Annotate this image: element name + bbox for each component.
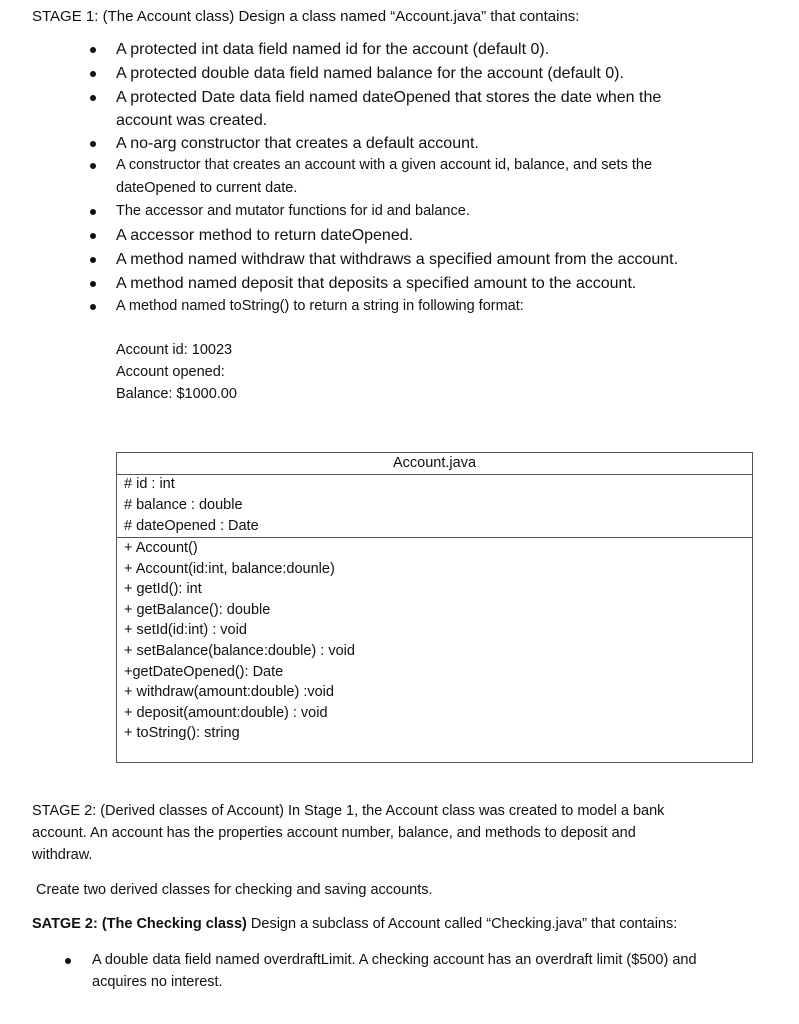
- bullet-icon: [90, 257, 96, 263]
- uml-method: + Account(): [124, 540, 198, 556]
- bullet-icon: [65, 958, 71, 964]
- bullet-icon: [90, 304, 96, 310]
- list-item: A protected Date data field named dateOpened that stores the date when the: [116, 89, 662, 106]
- sample-line: Account id: 10023: [116, 342, 233, 358]
- uml-class-name: Account.java: [117, 453, 752, 475]
- checking-heading-text: Design a subclass of Account called “Checking.java” that contains:: [246, 916, 678, 932]
- bullet-icon: [90, 71, 96, 77]
- uml-method: + getBalance(): double: [124, 601, 271, 618]
- bullet-icon: [90, 209, 96, 215]
- checking-heading: [32, 913, 752, 935]
- uml-method: + deposit(amount:double) : void: [124, 704, 328, 721]
- paragraph-line: STAGE 2: (Derived classes of Account) In Stage 1, the Account class was created to model a bank: [32, 803, 665, 819]
- list-item: A accessor method to return dateOpened.: [116, 227, 414, 244]
- uml-method: +getDateOpened(): Date: [124, 663, 284, 680]
- uml-field: # id : int: [124, 476, 175, 492]
- bullet-icon: [90, 47, 96, 53]
- paragraph-line: account. An account has the properties account number, balance, and methods to deposit and: [32, 825, 636, 841]
- list-item-continuation: acquires no interest.: [92, 974, 223, 990]
- list-item: A double data field named overdraftLimit. A checking account has an overdraft limit ($500) and: [92, 952, 697, 968]
- list-item: A protected double data field named balance for the account (default 0).: [116, 65, 624, 82]
- list-item: A no-arg constructor that creates a default account.: [116, 135, 479, 152]
- list-item: A method named withdraw that withdraws a specified amount from the account.: [116, 251, 679, 268]
- sample-line: Balance: $1000.00: [116, 386, 237, 402]
- list-item-continuation: dateOpened to current date.: [116, 180, 298, 196]
- uml-fields-section: [117, 474, 752, 538]
- create-classes-line: Create two derived classes for checking and saving accounts.: [36, 882, 433, 898]
- uml-class-box: [116, 452, 753, 763]
- uml-method: + Account(id:int, balance:dounle): [124, 560, 335, 577]
- bullet-icon: [90, 281, 96, 287]
- bullet-icon: [90, 95, 96, 101]
- uml-field: # dateOpened : Date: [124, 518, 259, 534]
- uml-method: + withdraw(amount:double) :void: [124, 684, 334, 701]
- sample-line: Account opened:: [116, 364, 225, 380]
- uml-method: + getId(): int: [124, 581, 202, 598]
- stage1-heading: STAGE 1: (The Account class) Design a class named “Account.java” that contains:: [32, 8, 580, 25]
- list-item: A protected int data field named id for the account (default 0).: [116, 41, 550, 58]
- checking-heading-label: SATGE 2: (The Checking class): [32, 916, 247, 932]
- list-item: A method named deposit that deposits a specified amount to the account.: [116, 275, 637, 292]
- bullet-icon: [90, 233, 96, 239]
- list-item: A method named toString() to return a string in following format:: [116, 298, 524, 314]
- uml-method: + setBalance(balance:double) : void: [124, 643, 355, 659]
- paragraph-line: withdraw.: [32, 847, 93, 863]
- bullet-icon: [90, 163, 96, 169]
- list-item: A constructor that creates an account with a given account id, balance, and sets the: [116, 157, 653, 173]
- list-item-continuation: account was created.: [116, 112, 268, 129]
- uml-method: + setId(id:int) : void: [124, 622, 247, 639]
- list-item: The accessor and mutator functions for id and balance.: [116, 203, 470, 219]
- bullet-icon: [90, 141, 96, 147]
- uml-field: # balance : double: [124, 497, 243, 513]
- uml-method: + toString(): string: [124, 725, 240, 742]
